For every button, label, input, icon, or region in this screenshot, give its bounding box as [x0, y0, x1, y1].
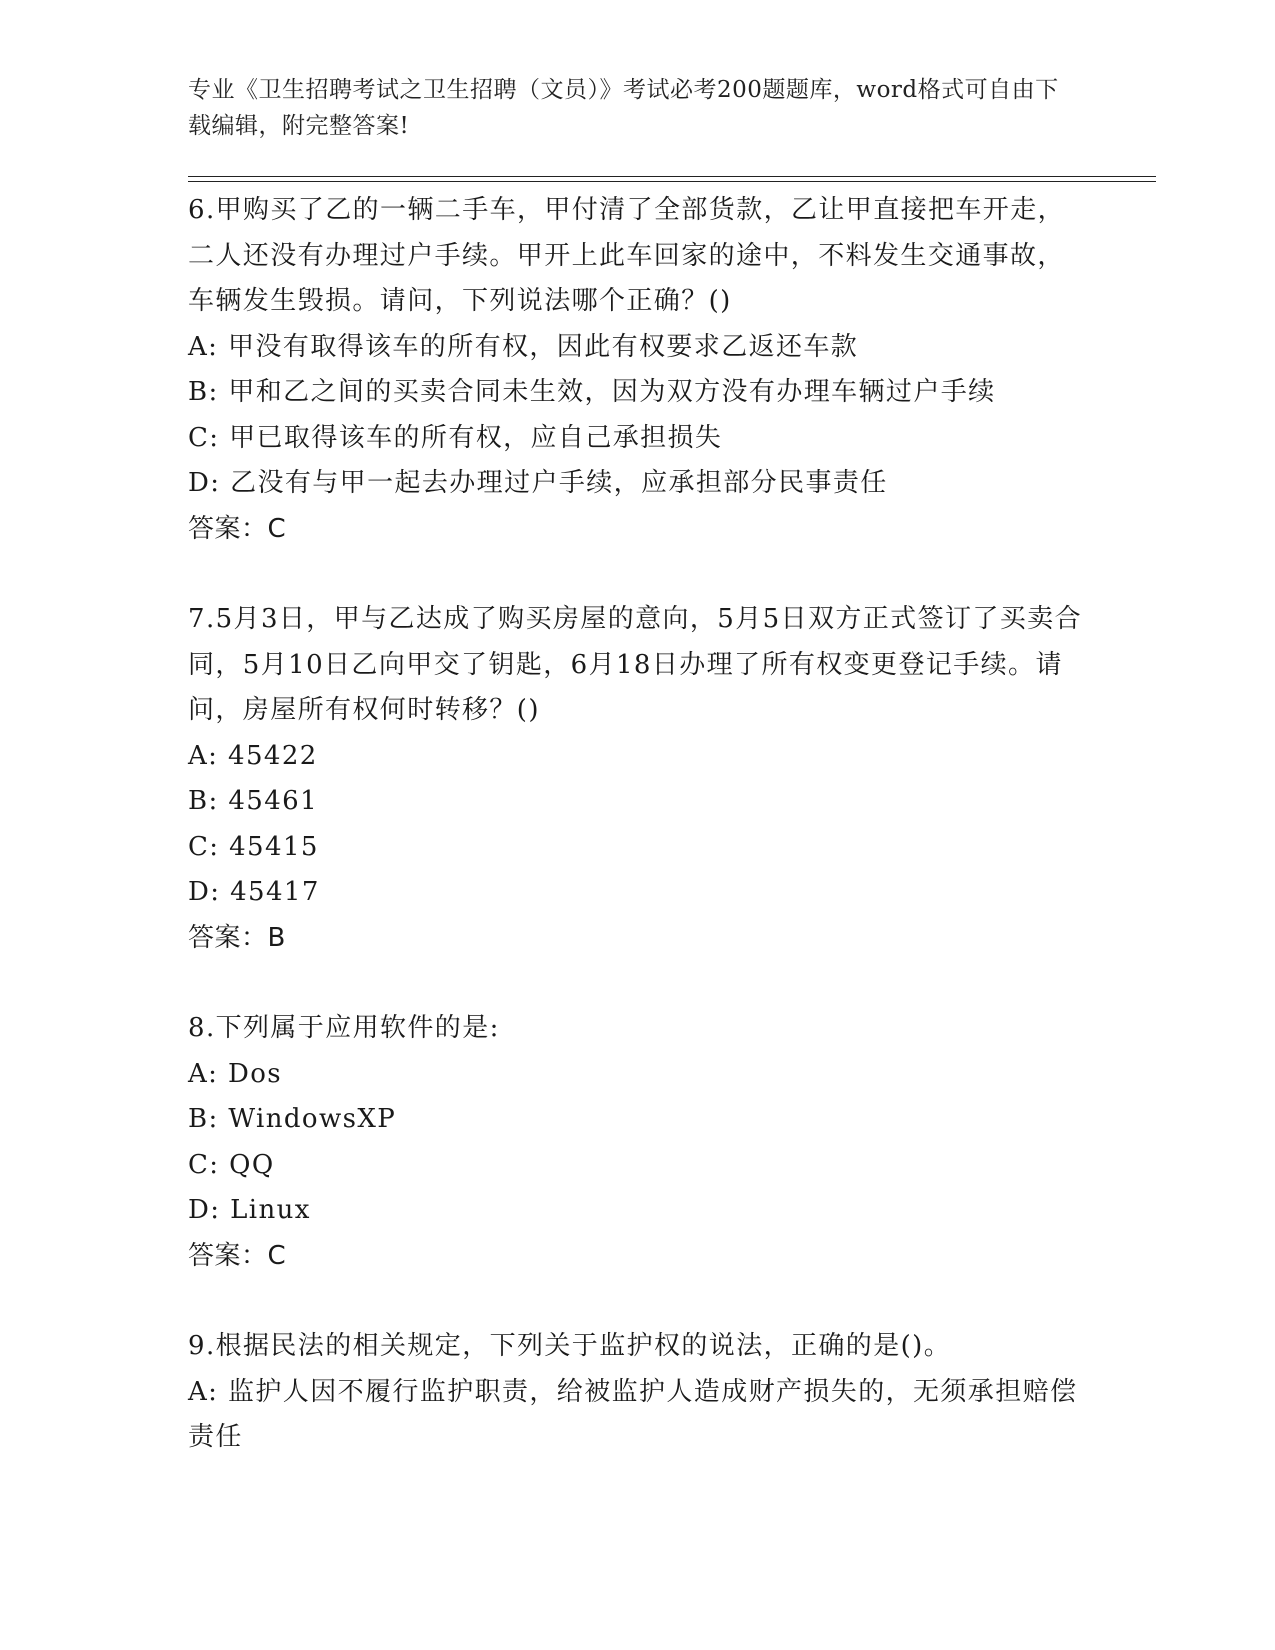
option-b: B: WindowsXP [188, 1104, 397, 1134]
question-6 [188, 188, 1088, 552]
question-9 [188, 1324, 1088, 1461]
option-d: D: 乙没有与甲一起去办理过户手续，应承担部分民事责任 [188, 468, 888, 498]
question-list [188, 188, 1088, 1506]
answer-label: 答案：B [188, 922, 286, 953]
option-d: D: 45417 [188, 877, 320, 907]
answer-label: 答案：C [188, 1240, 287, 1271]
question-text: 8.下列属于应用软件的是: [188, 1013, 500, 1043]
header-rule-top [188, 176, 1156, 177]
option-b: B: 45461 [188, 786, 319, 816]
option-c: C: 甲已取得该车的所有权，应自己承担损失 [188, 422, 723, 453]
option-c: C: QQ [188, 1149, 275, 1180]
option-a: A: 45422 [188, 740, 318, 771]
question-text: 9.根据民法的相关规定，下列关于监护权的说法，正确的是()。 [188, 1331, 952, 1361]
document-header: 专业《卫生招聘考试之卫生招聘（文员）》考试必考200题题库，word格式可自由下载编辑，附完整答案! [188, 77, 1059, 139]
option-d: D: Linux [188, 1195, 311, 1225]
header-rule-bottom [188, 181, 1156, 182]
option-a: A: 监护人因不履行监护职责，给被监护人造成财产损失的，无须承担赔偿责任 [188, 1376, 1078, 1452]
question-text: 6.甲购买了乙的一辆二手车，甲付清了全部货款，乙让甲直接把车开走，二人还没有办理过户手续。甲开上此车回家的途中，不料发生交通事故，车辆发生毁损。请问，下列说法哪个正确？() [188, 195, 1066, 316]
answer-label: 答案：C [188, 513, 287, 544]
question-7 [188, 597, 1088, 961]
question-text: 7.5月3日，甲与乙达成了购买房屋的意向，5月5日双方正式签订了买卖合同，5月10日乙向甲交了钥匙，6月18日办理了所有权变更登记手续。请问，房屋所有权何时转移？() [188, 604, 1082, 725]
option-a: A: Dos [188, 1058, 283, 1089]
option-b: B: 甲和乙之间的买卖合同未生效，因为双方没有办理车辆过户手续 [188, 377, 996, 407]
option-a: A: 甲没有取得该车的所有权，因此有权要求乙返还车款 [188, 331, 859, 362]
question-8 [188, 1006, 1088, 1279]
option-c: C: 45415 [188, 831, 319, 862]
